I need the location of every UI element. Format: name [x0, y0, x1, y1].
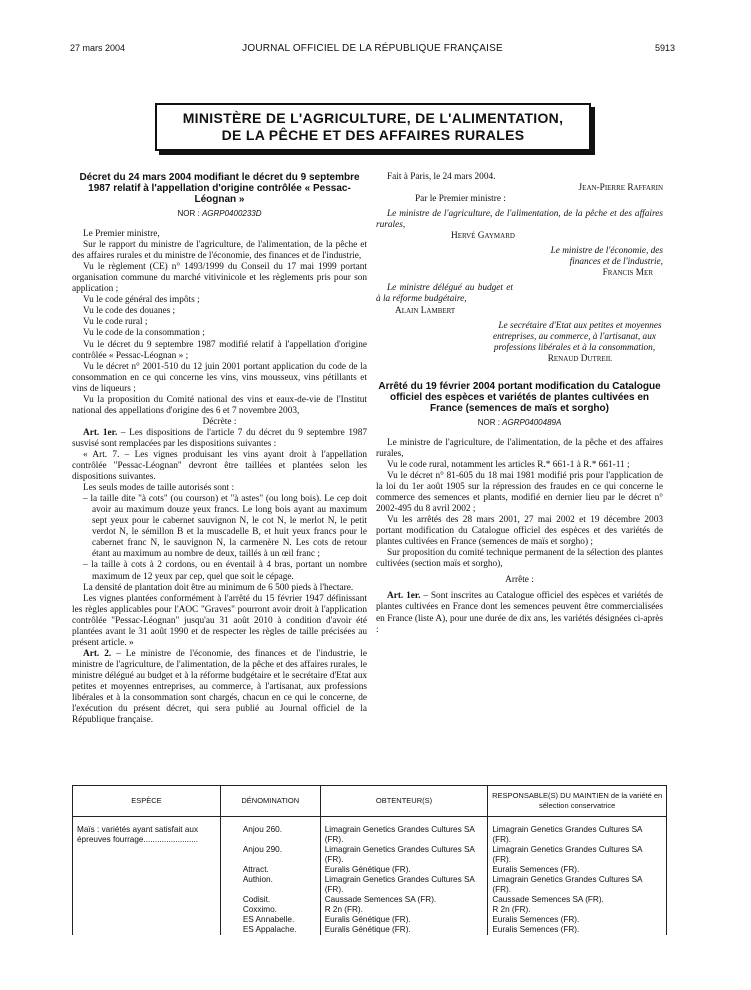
col-header-responsables: RESPONSABLE(S) DU MAINTIEN de la variété en sélection conservatrice	[488, 786, 667, 817]
arrete-p2: Vu le code rural, notamment les articles R.* 661-1 à R.* 661-11 ;	[387, 459, 630, 470]
cell-espece	[73, 845, 221, 865]
decret-fait: Fait à Paris, le 24 mars 2004.	[387, 172, 496, 182]
left-column	[72, 172, 367, 726]
decret-p6: Vu le code rural ;	[83, 317, 148, 328]
cell-espece	[73, 875, 221, 895]
decret-nor-code: AGRP0400233D	[201, 209, 262, 218]
sig3-title: Le ministre délégué au budget et à la réforme budgétaire,	[376, 283, 513, 305]
arrete-arrete: Arrête :	[505, 575, 534, 586]
cell-espece	[73, 925, 221, 935]
decret-art1: Art. 1er. – Les dispositions de l'article 7 du décret du 9 septembre 1987 susvisé sont remplacées par les dispositions suivantes :	[72, 427, 367, 449]
decret-p11: « Art. 7. – Les vignes produisant les vins ayant droit à l'appellation contrôlée "Pessac-Léognan" devront être taillées et plantées selon les dispositions suivantes.	[72, 449, 367, 483]
decret-nor: NOR : AGRP0400233D	[177, 209, 262, 218]
decret-p12: Les seuls modes de taille autorisés sont :	[83, 483, 235, 494]
cell-obtenteur: Euralis Génétique (FR).	[320, 925, 488, 935]
decret-p1: Le Premier ministre,	[83, 229, 160, 240]
sig3-name: Alain Lambert	[395, 305, 456, 316]
cell-espece	[73, 865, 221, 875]
cell-espece: Maïs : variétés ayant satisfait aux épreuves fourrage........................	[73, 817, 221, 846]
cell-responsable: Limagrain Genetics Grandes Cultures SA (FR).	[488, 845, 667, 865]
sig1-name: Hervé Gaymard	[451, 231, 515, 242]
cell-denomination: Codisit.	[220, 895, 320, 905]
table-row	[73, 895, 667, 905]
decret-p8: Vu le décret du 9 septembre 1987 modifié relatif à l'appellation d'origine contrôlée « Pessac-Léognan » ;	[72, 339, 367, 361]
decret-p10: Vu la proposition du Comité national des vins et eaux-de-vie de l'Institut national des appellations d'origine des 6 et 7 novembre 2003,	[72, 394, 367, 416]
decret-p13: La densité de plantation doit être au minimum de 6 500 pieds à l'hectare.	[83, 582, 354, 593]
cell-obtenteur: Euralis Génétique (FR).	[320, 865, 488, 875]
arrete-nor: NOR : AGRP0400489A	[477, 417, 562, 427]
varieties-table	[72, 785, 667, 935]
journal-title: JOURNAL OFFICIEL DE LA RÉPUBLIQUE FRANÇAISE	[242, 43, 503, 54]
col-header-denomination: DÉNOMINATION	[220, 786, 320, 817]
decret-p3: Vu le règlement (CE) n° 1493/1999 du Conseil du 17 mai 1999 portant organisation commune du marché vitivinicole et les règlements pris pour son application ;	[72, 262, 367, 295]
arrete-p3: Vu le décret n° 81-605 du 18 mai 1981 modifié pris pour l'application de la loi du 1er août 1905 sur la répression des fraudes en ce qui concerne le commerce des semences et plants, modifié en dernier lieu par le décret n° 2002-495 du 8 avril 2002 ;	[376, 470, 663, 515]
cell-espece	[73, 915, 221, 925]
decret-p2: Sur le rapport du ministre de l'agriculture, de l'alimentation, de la pêche et des affaires rurales et du ministre de l'économie, des finances et de l'industrie,	[72, 240, 367, 262]
table-row	[73, 875, 667, 895]
pm-signature: Jean-Pierre Raffarin	[578, 183, 663, 194]
arrete-p4: Vu les arrêtés des 28 mars 2001, 27 mai 2002 et 19 décembre 2003 portant modification du Catalogue officiel des espèces et des variétés de plantes cultivées en France (semences de maïs et sorgho) ;	[376, 515, 663, 548]
art1-label: Art. 1er.	[83, 427, 118, 438]
cell-responsable: Limagrain Genetics Grandes Cultures SA (FR).	[488, 817, 667, 846]
cell-responsable: Euralis Semences (FR).	[488, 865, 667, 875]
cell-responsable: Euralis Semences (FR).	[488, 915, 667, 925]
cell-responsable: Caussade Semences SA (FR).	[488, 895, 667, 905]
cell-obtenteur: Euralis Génétique (FR).	[320, 915, 488, 925]
arrete-nor-code: AGRP0400489A	[502, 417, 562, 427]
ministry-heading-box	[155, 103, 591, 151]
page-number: 5913	[654, 43, 675, 53]
table-header-row	[73, 786, 667, 817]
cell-denomination: Attract.	[220, 865, 320, 875]
sig2-title: Le ministre de l'économie, des finances et de l'industrie,	[550, 246, 663, 268]
decret-title: Décret du 24 mars 2004 modifiant le décret du 9 septembre 1987 relatif à l'appellation d'origine contrôlée « Pessac-Léognan »	[79, 172, 360, 205]
cell-obtenteur: Caussade Semences SA (FR).	[320, 895, 488, 905]
decret-bullet-1: – la taille dite "à cots" (ou courson) et "à astes" (ou long bois). Le cep doit avoir au maximum douze yeux francs. Le long bois ayant au maximum sept yeux pour le cabernet sauvignon N, le cot N, le merlot N, le petit verdot N, le sémillon B et la muscadelle B, et huit yeux francs pour le cabernet franc N, le sauvignon N, la carmenère N. Les cots de retour étant au maximum au nombre de deux, taillés à un œil franc ;	[83, 494, 367, 560]
cell-denomination: Coxximo.	[220, 905, 320, 915]
cell-obtenteur: Limagrain Genetics Grandes Cultures SA (FR).	[320, 817, 488, 846]
cell-espece	[73, 895, 221, 905]
cell-obtenteur: R 2n (FR).	[320, 905, 488, 915]
decret-p5: Vu le code des douanes ;	[83, 306, 176, 317]
cell-denomination: Anjou 290.	[220, 845, 320, 865]
cell-responsable: Euralis Semences (FR).	[488, 925, 667, 935]
col-header-espece: ESPÈCE	[73, 786, 221, 817]
header-date: 27 mars 2004	[70, 43, 126, 53]
cell-denomination: Authion.	[220, 875, 320, 895]
arrete-p1: Le ministre de l'agriculture, de l'alimentation, de la pêche et des affaires rurales,	[376, 437, 663, 459]
cell-denomination: ES Annabelle.	[220, 915, 320, 925]
col-header-obtenteurs: OBTENTEUR(S)	[320, 786, 488, 817]
art2-label: Art. 2.	[83, 648, 112, 659]
table-row	[73, 925, 667, 935]
table-row	[73, 915, 667, 925]
cell-denomination: Anjou 260.	[220, 817, 320, 846]
sig2-name: Francis Mer	[602, 268, 653, 279]
cell-responsable: R 2n (FR).	[488, 905, 667, 915]
ministry-line-1: MINISTÈRE DE L'AGRICULTURE, DE L'ALIMENTATION,	[182, 110, 564, 126]
arrete-p5: Sur proposition du comité technique permanent de la sélection des plantes cultivées (section maïs et sorgho),	[376, 548, 663, 570]
sig4-title: Le secrétaire d'Etat aux petites et moyennes entreprises, au commerce, à l'artisanat, aux professions libérales et à la consommation,	[493, 320, 662, 353]
decret-art2: Art. 2. – Le ministre de l'économie, des finances et de l'industrie, le ministre de l'agriculture, de l'alimentation, de la pêche et des affaires rurales, le ministre délégué au budget et à la réforme budgétaire et le secrétaire d'Etat aux petites et moyennes entreprises, au commerce, à l'artisanat, aux professions libérales et à la consommation sont chargés, chacun en ce qui le concerne, de l'exécution du présent décret, qui sera publié au Journal officiel de la République française.	[72, 648, 367, 726]
par-premier-ministre: Par le Premier ministre :	[415, 194, 506, 205]
cell-obtenteur: Limagrain Genetics Grandes Cultures SA (FR).	[320, 845, 488, 865]
cell-denomination: ES Appalache.	[220, 925, 320, 935]
decret-p7: Vu le code de la consommation ;	[83, 328, 205, 339]
table-row	[73, 865, 667, 875]
right-column	[376, 172, 663, 636]
ministry-line-2: DE LA PÊCHE ET DES AFFAIRES RURALES	[221, 127, 525, 143]
arrete-art1-label: Art. 1er.	[387, 591, 421, 602]
decrete: Décrète :	[202, 416, 237, 427]
table-row	[73, 905, 667, 915]
decret-p9: Vu le décret n° 2001-510 du 12 juin 2001 portant application du code de la consommation en ce qui concerne les vins, vins mousseux, vins pétillants et vins de liqueurs ;	[72, 361, 367, 394]
sig4-name: Renaud Dutreil	[547, 353, 613, 364]
decret-p4: Vu le code général des impôts ;	[83, 295, 200, 306]
cell-responsable: Limagrain Genetics Grandes Cultures SA (FR).	[488, 875, 667, 895]
cell-espece	[73, 905, 221, 915]
varieties-table-wrap	[72, 785, 667, 935]
arrete-title: Arrêté du 19 février 2004 portant modification du Catalogue officiel des espèces et variétés de plantes cultivées en France (semences de maïs et sorgho)	[378, 380, 661, 414]
decret-p14: Les vignes plantées conformément à l'arrêté du 15 février 1947 définissant les règles applicables pour l'AOC "Graves" pourront avoir droit à l'application contrôlée "Pessac-Léognan" jusqu'au 31 août 2010 à condition d'avoir été plantées avant le 31 août 1990 et de respecter les règles de taille précisées au présent article. »	[72, 593, 367, 648]
table-row	[73, 845, 667, 865]
cell-obtenteur: Limagrain Genetics Grandes Cultures SA (FR).	[320, 875, 488, 895]
sig1-title: Le ministre de l'agriculture, de l'alimentation, de la pêche et des affaires rurales,	[376, 209, 663, 231]
decret-bullet-2: – la taille à cots à 2 cordons, ou en éventail à 4 bras, portant un nombre maximum de 12 yeux par cep, quel que soit le cépage.	[83, 560, 367, 582]
arrete-art1: Art. 1er. – Sont inscrites au Catalogue officiel des espèces et variétés de plantes cultivées en France dont les semences peuvent être commercialisées en France (liste A), pour une durée de dix ans, les variétés désignées ci-après :	[376, 591, 663, 635]
page-header	[70, 43, 675, 57]
table-row	[73, 817, 667, 846]
